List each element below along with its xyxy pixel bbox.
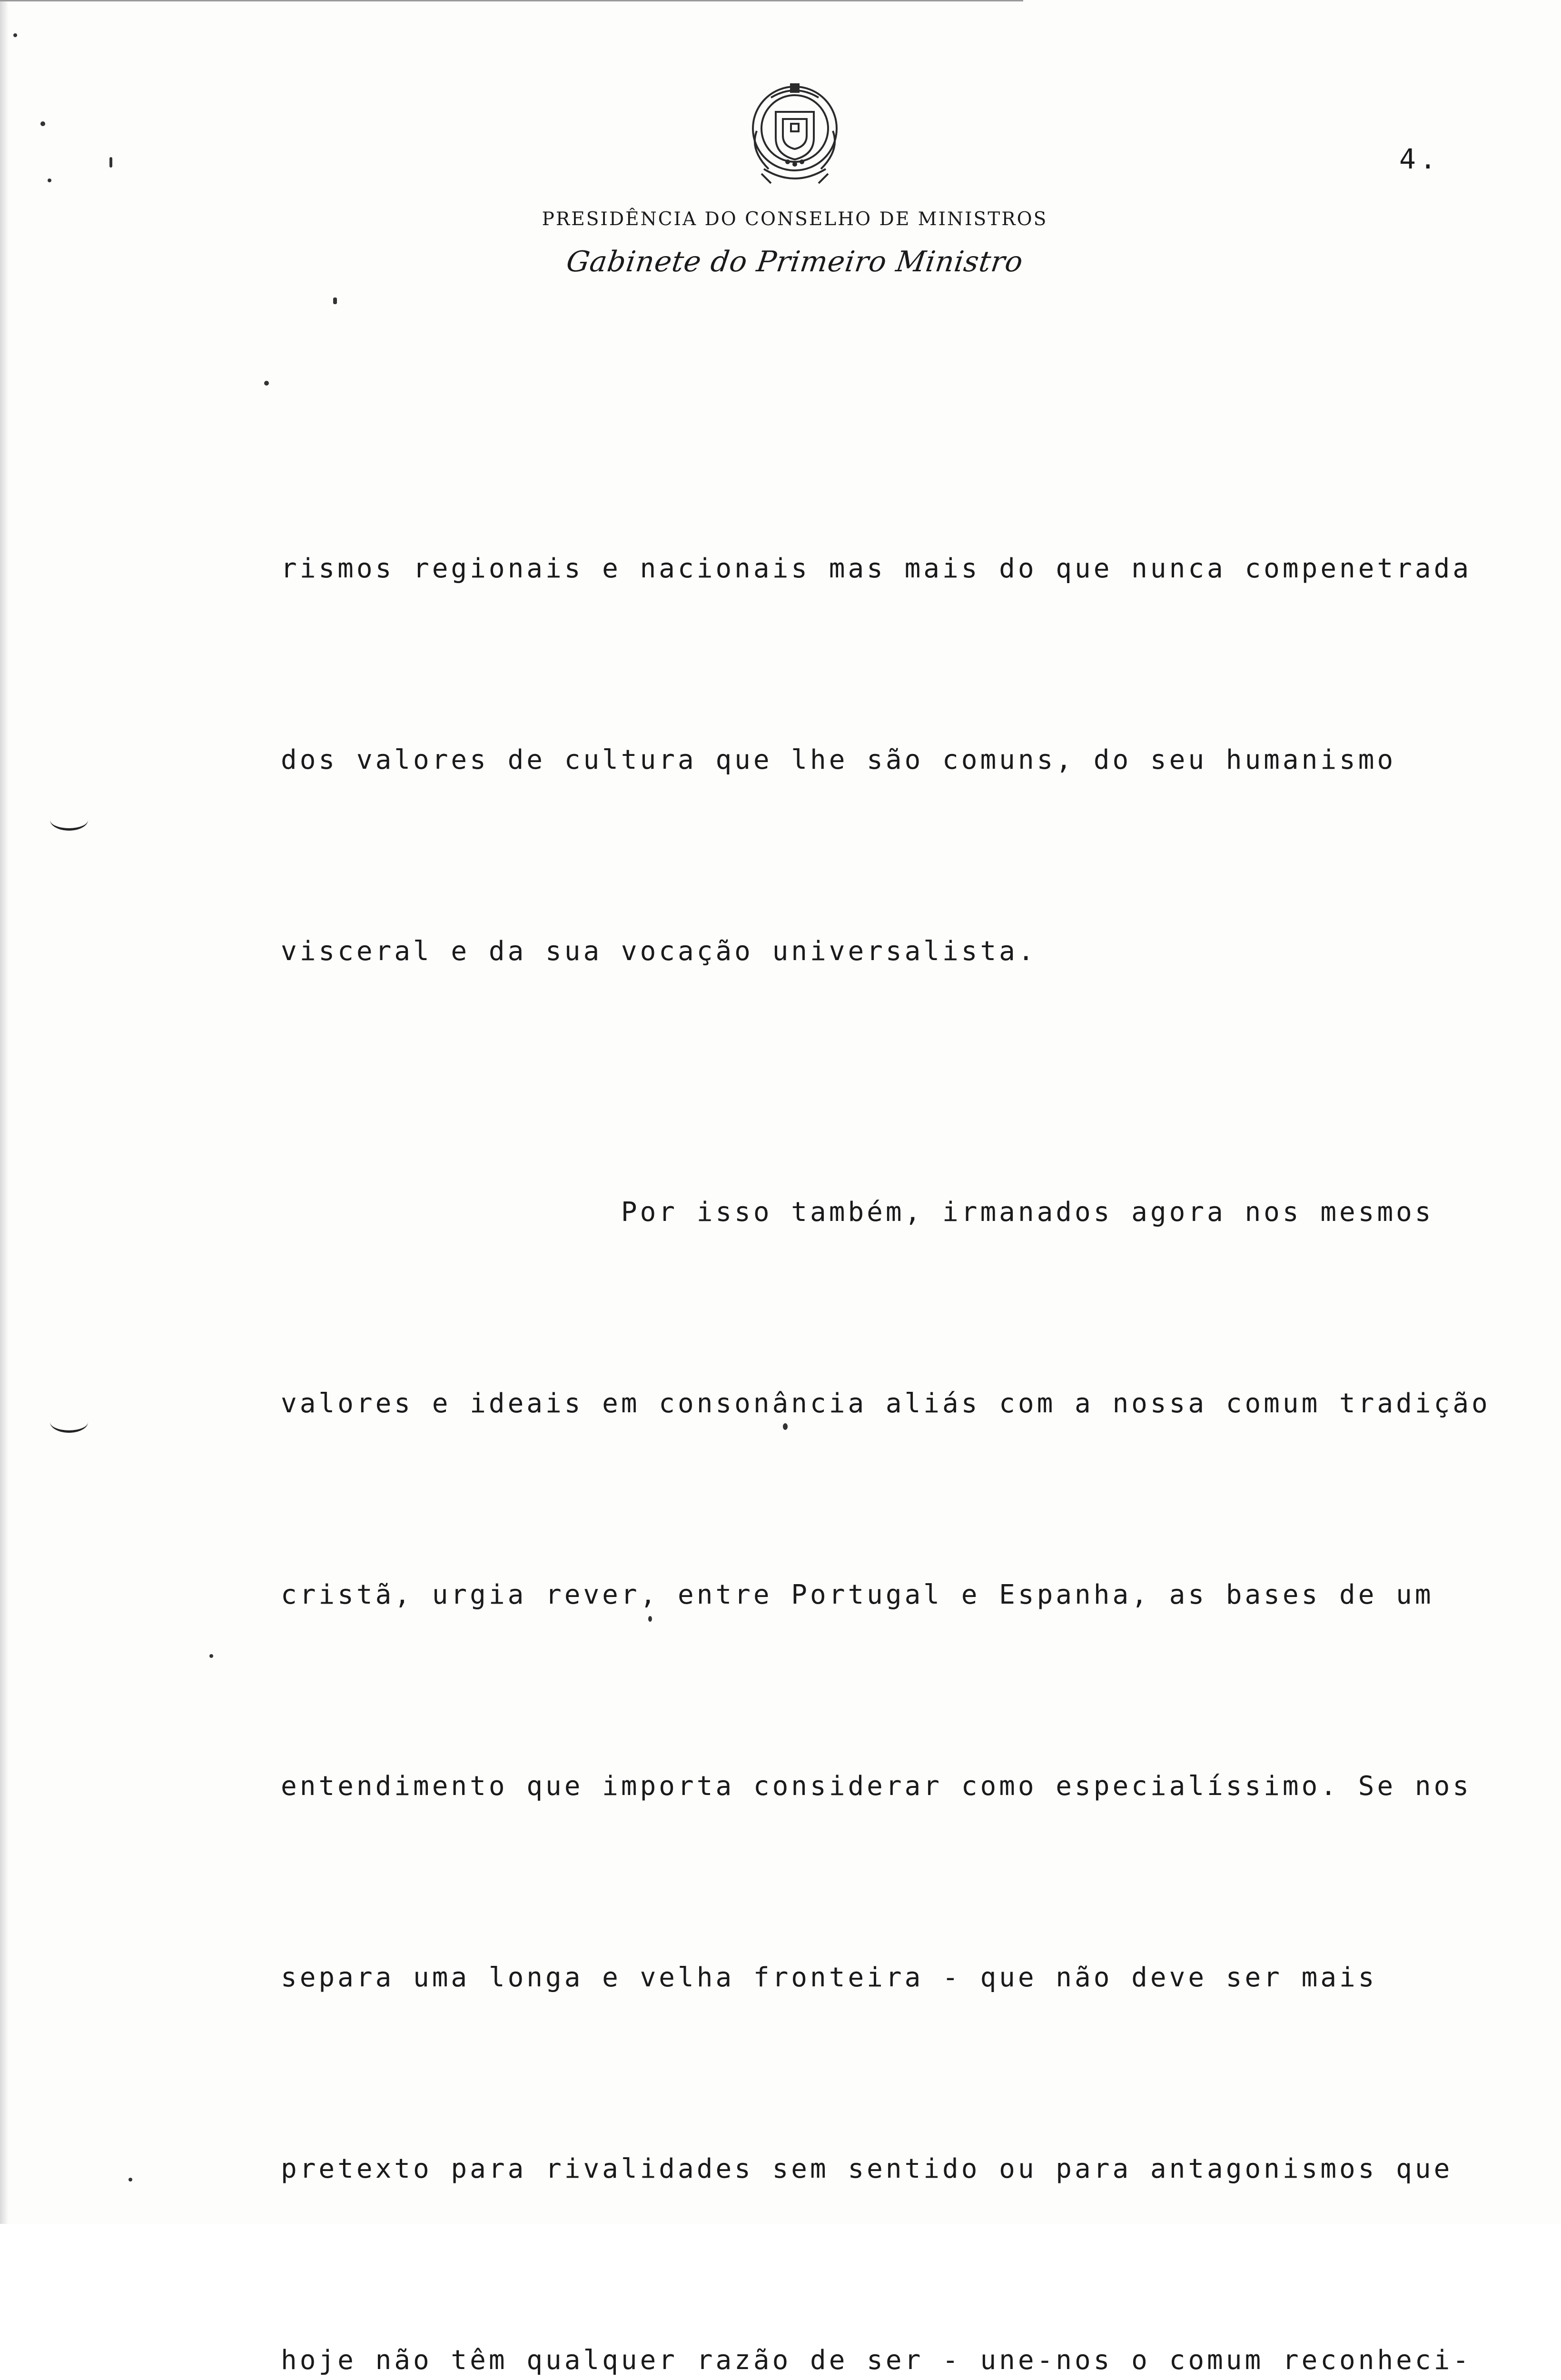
scan-mark-left [50,1411,88,1433]
text-line: valores e ideais em consonância aliás com a nossa comum tradição [281,1388,1491,1419]
text-line: rismos regionais e nacionais mas mais do que nunca compenetrada [281,553,1472,584]
letterhead-office-signature: Gabinete do Primeiro Ministro [564,245,1026,278]
scan-speck [209,1654,213,1658]
scan-speck [13,33,17,37]
text-line: entendimento que importa considerar como especialíssimo. Se nos [281,1771,1472,1802]
scan-speck [48,178,51,182]
coat-of-arms-icon [742,79,847,193]
text-line: separa uma longa e velha fronteira - que não deve ser mais [281,1962,1377,1993]
scan-mark-left [50,809,88,831]
scan-speck [333,298,337,304]
scan-speck [109,157,112,168]
text-line: cristã, urgia rever, entre Portugal e Espanha, as bases de um [281,1579,1434,1610]
text-line: visceral e da sua vocação universalista. [281,936,1037,967]
scan-speck [648,1616,652,1622]
scan-speck [128,2178,132,2182]
top-scan-line [0,0,1023,1]
scan-edge-shadow [0,0,9,2224]
paragraph-first-line: Por isso também, irmanados agora nos mesmos [281,1197,1434,1228]
scan-speck [783,1423,788,1430]
scan-speck [264,381,269,386]
scan-speck [40,121,45,126]
text-line: pretexto para rivalidades sem sentido ou para antagonismos que [281,2153,1453,2184]
text-line: hoje não têm qualquer razão de ser - une-nos o comum reconheci- [281,2345,1472,2376]
page-number: 4. [1399,143,1440,175]
letterhead-institution: PRESIDÊNCIA DO CONSELHO DE MINISTROS [542,208,1048,230]
text-line: dos valores de cultura que lhe são comuns, do seu humanismo [281,744,1396,775]
body-text [281,409,1528,2380]
